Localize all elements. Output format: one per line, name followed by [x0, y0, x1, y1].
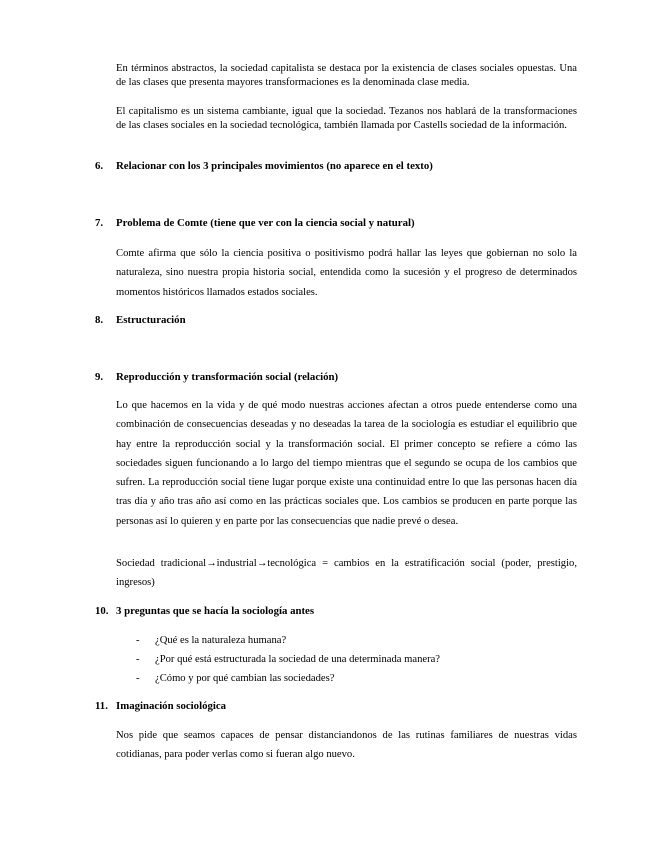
section-title: Problema de Comte (tiene que ver con la ciencia social y natural)	[116, 217, 415, 229]
section-title: Imaginación sociológica	[116, 700, 227, 712]
section-10-heading	[95, 605, 314, 617]
bullet-marker: -	[136, 654, 140, 665]
section-number: 7.	[95, 217, 104, 229]
section-6-heading	[95, 160, 433, 172]
section-9-heading	[95, 371, 338, 383]
section-number: 11.	[95, 700, 108, 712]
section-9-paragraph: Lo que hacemos en la vida y de qué modo nuestras acciones afectan a otros puede entenderse como una combinación de consecuencias deseadas y no deseadas la tarea de la sociología es estudiar el equilibrio que hay entre la reproducción social y la transformación social. El primer concepto se refiere a cómo las sociedades siguen funcionando a lo largo del tiempo mientras que el segundo se ocupa de los cambios que sufren. La reproducción social tiene lugar porque existe una continuidad entre lo que las personas hacen día tras día y año tras año así como en las prácticas sociales que. Los cambios se producen en parte porque las personas así lo quieren y en parte por las consecuencias que nadie prevé o desea.	[116, 400, 577, 527]
questions-list	[136, 631, 440, 688]
section-9-paragraph-2: Sociedad tradicional→industrial→tecnológica = cambios en la estratificación social (poder, prestigio, ingresos)	[116, 558, 577, 589]
section-title: Estructuración	[116, 314, 186, 326]
section-11-heading	[95, 700, 226, 712]
bullet-marker: -	[136, 673, 140, 684]
section-7-heading	[95, 217, 415, 229]
bullet-marker: -	[136, 635, 140, 646]
section-8-heading	[95, 314, 186, 326]
list-item: - ¿Qué es la naturaleza humana?	[136, 631, 440, 650]
section-number: 8.	[95, 314, 104, 326]
section-11-paragraph: Nos pide que seamos capaces de pensar distanciandonos de las rutinas familiares de nuestras vidas cotidianas, para poder verlas como si fueran algo nuevo.	[116, 730, 577, 761]
section-number: 6.	[95, 160, 104, 172]
section-title: Relacionar con los 3 principales movimientos (no aparece en el texto)	[116, 160, 433, 172]
section-title: 3 preguntas que se hacía la sociología antes	[116, 605, 315, 617]
intro-paragraph-2: El capitalismo es un sistema cambiante, igual que la sociedad. Tezanos nos hablará de la transformaciones de las clases sociales en la sociedad tecnológica, también llamada por Castells sociedad de la información.	[116, 106, 577, 132]
section-title: Reproducción y transformación social (relación)	[116, 371, 339, 383]
intro-paragraph-1: En términos abstractos, la sociedad capitalista se destaca por la existencia de clases sociales opuestas. Una de las clases que presenta mayores transformaciones es la denominada clase media.	[116, 63, 577, 89]
list-item: - ¿Por qué está estructurada la sociedad de una determinada manera?	[136, 650, 440, 669]
list-item: - ¿Cómo y por qué cambian las sociedades?	[136, 669, 440, 688]
section-7-paragraph: Comte afirma que sólo la ciencia positiva o positivismo podrá hallar las leyes que gobiernan no solo la naturaleza, sino nuestra propia historia social, entendida como la sucesión y el progreso de determinados momentos históricos llamados estados sociales.	[116, 248, 577, 298]
section-number: 9.	[95, 371, 104, 383]
section-number: 10.	[95, 605, 109, 617]
